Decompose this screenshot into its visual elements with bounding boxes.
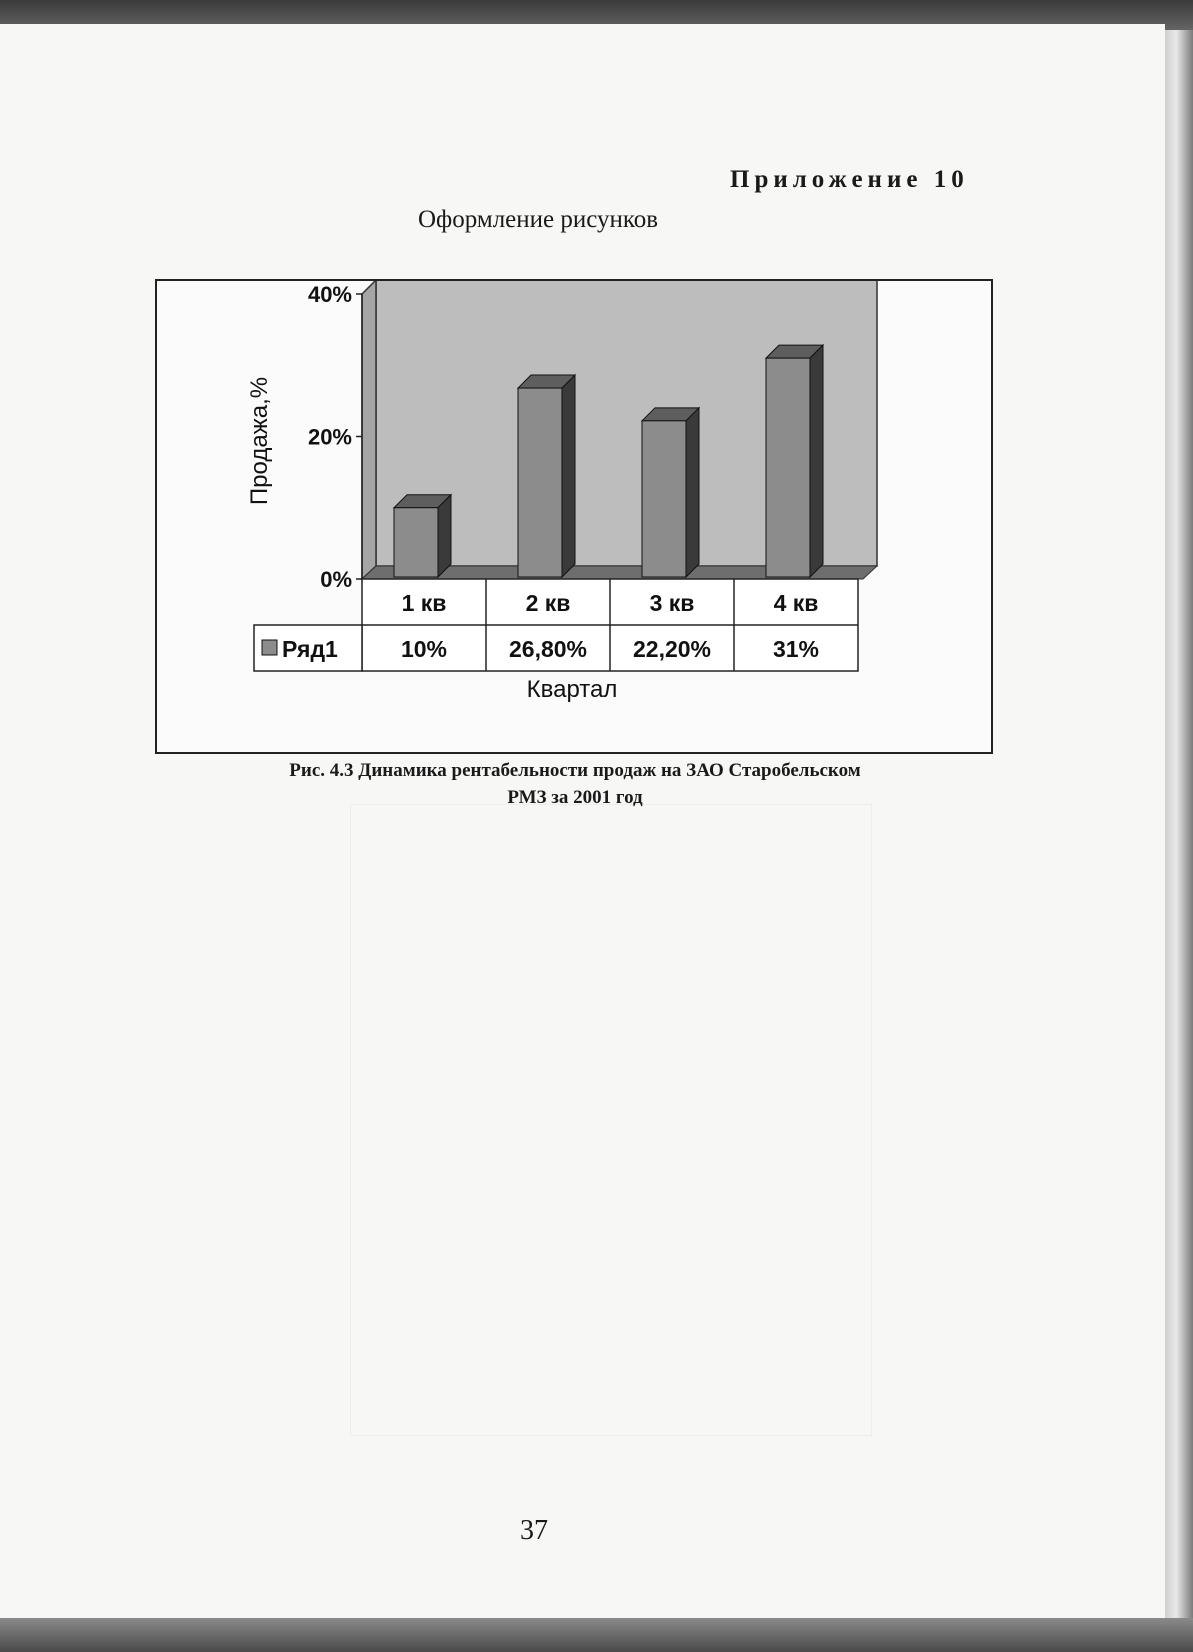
bar-side bbox=[562, 375, 575, 577]
document-page bbox=[0, 24, 1165, 1628]
legend-swatch bbox=[262, 640, 277, 655]
page-number: 37 bbox=[520, 1515, 548, 1546]
page-edge bbox=[1165, 30, 1193, 1620]
legend-label: Ряд1 bbox=[282, 636, 338, 662]
bar-side bbox=[810, 345, 823, 577]
x-axis-label: Квартал bbox=[526, 676, 618, 703]
appendix-label: Приложение 10 bbox=[730, 166, 969, 193]
bar-side bbox=[686, 408, 699, 577]
page-subtitle: Оформление рисунков bbox=[418, 206, 659, 233]
data-value-label: 26,80% bbox=[508, 636, 588, 662]
chart-left-wall bbox=[362, 281, 376, 579]
caption-line-1: Рис. 4.3 Динамика рентабельности продаж на ЗАО Старобельском bbox=[289, 760, 861, 781]
category-label: 2 кв bbox=[525, 590, 571, 616]
category-label: 4 кв bbox=[773, 590, 819, 616]
y-tick-label: 40% bbox=[307, 282, 352, 307]
y-axis-label: Продажа,% bbox=[246, 376, 273, 506]
data-value-label: 22,20% bbox=[632, 636, 712, 662]
data-value-label: 31% bbox=[772, 636, 820, 662]
y-tick-label: 0% bbox=[320, 567, 352, 592]
bar-front bbox=[394, 508, 438, 577]
bar bbox=[766, 345, 823, 577]
y-ticks bbox=[308, 282, 362, 592]
data-table bbox=[254, 579, 858, 671]
bar bbox=[518, 375, 575, 577]
bar-front bbox=[642, 421, 686, 577]
category-label: 3 кв bbox=[649, 590, 695, 616]
caption-line-2: РМЗ за 2001 год bbox=[507, 787, 643, 808]
bar-front bbox=[766, 358, 810, 577]
bar-chart bbox=[157, 281, 991, 752]
bleed-through-table bbox=[350, 804, 872, 1436]
scan-border-bottom bbox=[0, 1618, 1193, 1652]
y-tick-label: 20% bbox=[307, 424, 352, 450]
bar bbox=[642, 408, 699, 577]
figure-caption bbox=[160, 757, 990, 811]
bar bbox=[394, 495, 451, 577]
bar-front bbox=[518, 388, 562, 577]
category-label: 1 кв bbox=[401, 590, 447, 616]
chart-frame bbox=[155, 279, 993, 754]
bar-side bbox=[438, 495, 451, 577]
data-value-label: 10% bbox=[400, 636, 448, 662]
